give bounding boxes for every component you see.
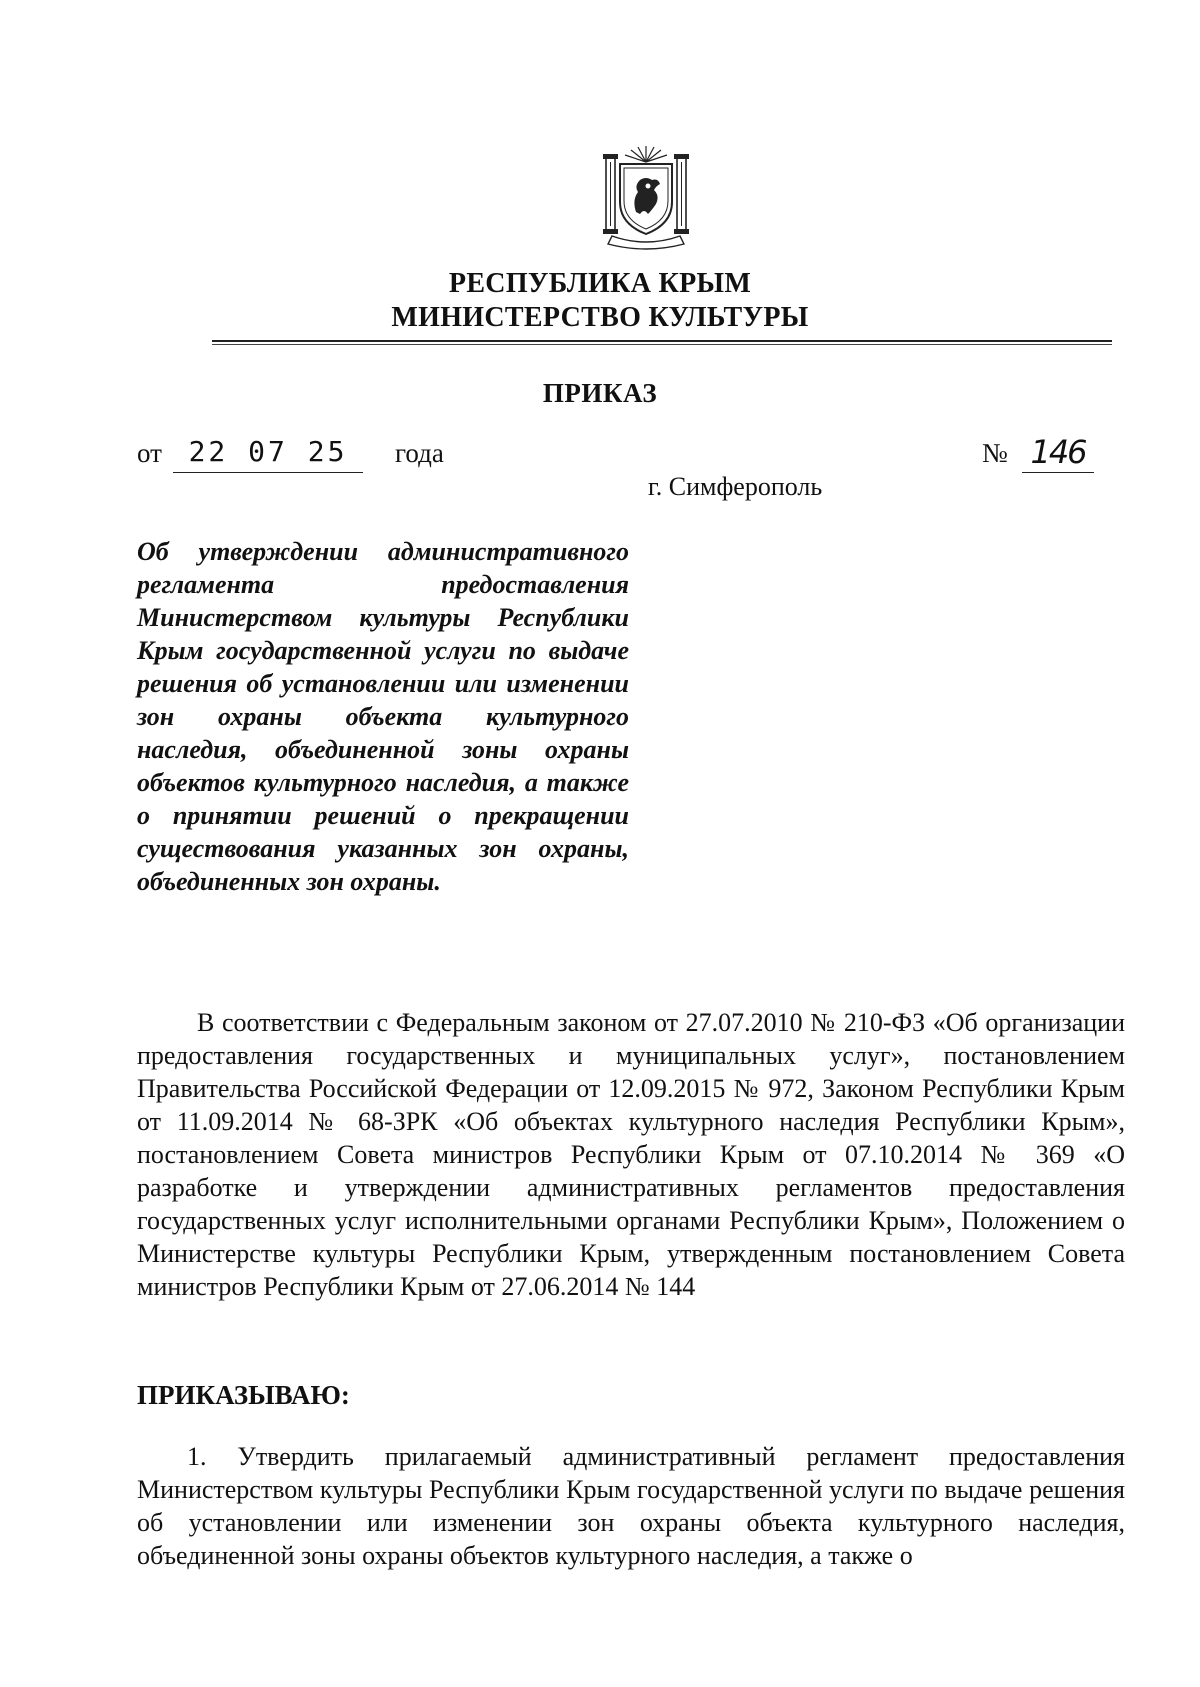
preamble-paragraph: В соответствии с Федеральным законом от 27.07.2010 № 210-ФЗ «Об организации предоставления государственных и муниципальных услуг», постановлением Правительства Российской Федерации от 12.09.2015 № 972, Законом Республики Крым от 11.09.2014 № 68-ЗРК «Об объектах культурного наследия Республики Крым», постановлением Совета министров Республики Крым от 07.10.2014 № 369 «О разработке и утверждении административных регламентов предоставления государственных услуг исполнительными органами Республики Крым», Положением о Министерстве культуры Республики Крым, утвержденным постановлением Совета министров Республики Крым от 27.06.2014 № 144 [137,1008,1125,1301]
order-date-value: 22 07 25 [173,432,363,473]
order-item-1: 1. Утвердить прилагаемый административный регламент предоставления Министерством культуры Республики Крым государственной услуги по выдаче решения об установлении или изменении зон охраны объекта культурного наследия, объединенной зоны охраны объектов культурного наследия, а также о [137,1442,1125,1570]
date-suffix: года [395,438,444,468]
number-label: № [982,438,1008,468]
org-ministry-title: МИНИСТЕРСТВО КУЛЬТУРЫ [391,302,809,333]
document-type-title: ПРИКАЗ [542,378,658,408]
order-number-value: 146 [1022,432,1094,473]
crimea-coat-of-arms-icon [598,140,694,250]
header-divider [212,340,1112,342]
header-divider-thin [212,344,1112,345]
order-directive-heading: ПРИКАЗЫВАЮ: [137,1380,350,1410]
order-city: г. Симферополь [648,472,823,501]
org-republic-title: РЕСПУБЛИКА КРЫМ [448,268,752,299]
date-prefix: от [137,438,162,468]
order-subject: Об утверждении административного регламента предоставления Министерством культуры Республики Крым государственной услуги по выдаче решения об установлении или изменении зон охраны объекта культурного наследия, объединенной зоны охраны объектов культурного наследия, а также о принятии решений о прекращении существования указанных зон охраны, объединенных зон охраны. [137,537,629,896]
